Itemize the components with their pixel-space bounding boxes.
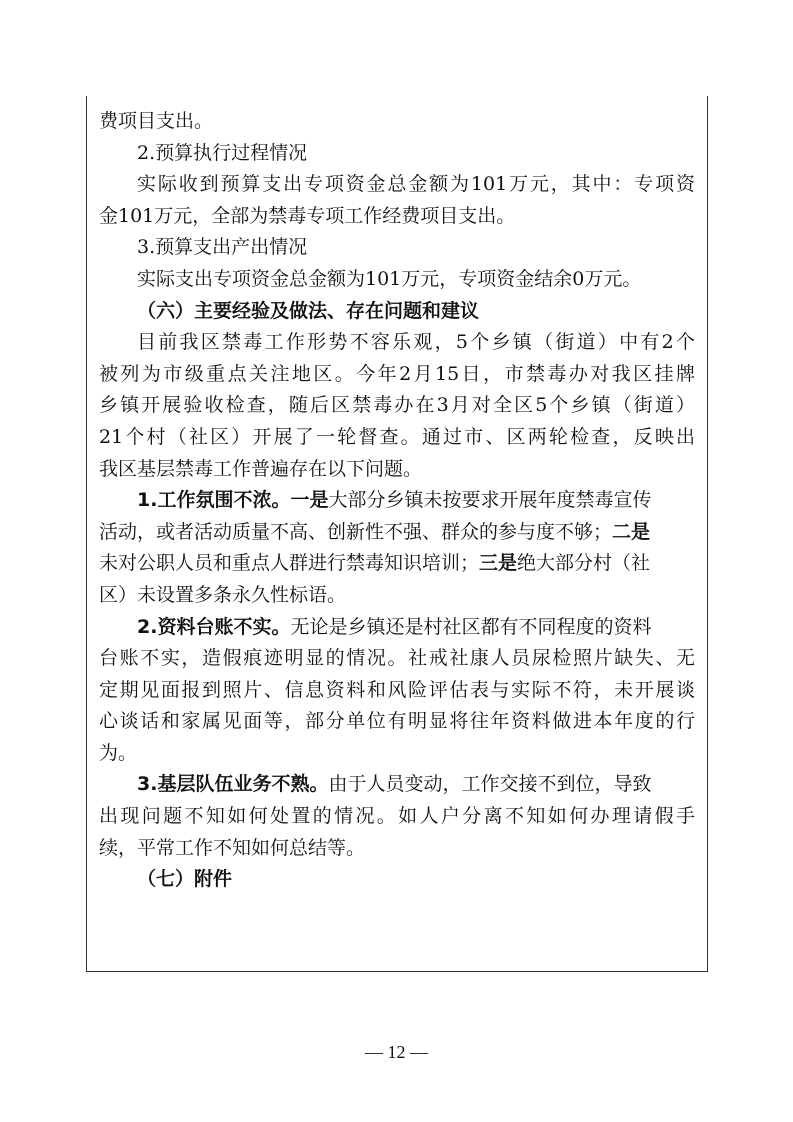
paragraph-3-line-1 <box>99 769 695 801</box>
section-heading: （七）附件 <box>137 868 233 891</box>
text-span: 无论是乡镇还是村社区都有不同程度的资料 <box>290 615 652 638</box>
paragraph-1-line-4: 区）未设置多条永久性标语。 <box>99 583 347 606</box>
emphasis: 二是 <box>612 520 651 543</box>
text-span: 由于人员变动，工作交接不到位，导致 <box>328 773 652 796</box>
text-line: 目前我区禁毒工作形势不容乐观，5个乡镇（街道）中有2个 <box>137 331 695 354</box>
section-heading: （六）主要经验及做法、存在问题和建议 <box>137 299 480 322</box>
emphasis: 一是 <box>290 489 329 512</box>
paragraph-2-line-4: 心谈话和家属见面等，部分单位有明显将往年资料做进本年度的行 <box>99 710 695 733</box>
paragraph-1-line-2 <box>99 517 695 549</box>
text-line: 乡镇开展验收检查，随后区禁毒办在3月对全区5个乡镇（街道） <box>99 394 695 417</box>
issue-heading: 1.工作氛围不浓。 <box>137 489 291 512</box>
paragraph-3-line-3: 续，平常工作不知如何总结等。 <box>99 836 366 859</box>
text-line: 实际收到预算支出专项资金总金额为101万元，其中：专项资 <box>137 173 695 196</box>
text-span: 活动，或者活动质量不高、创新性不强、群众的参与度不够； <box>99 520 613 543</box>
text-line: 费项目支出。 <box>99 110 214 132</box>
subheading: 3.预算支出产出情况 <box>137 236 308 259</box>
paragraph-2-line-1 <box>99 612 695 644</box>
page-number: — 12 — <box>365 1042 428 1062</box>
paragraph-1-line-1 <box>99 485 695 517</box>
emphasis: 三是 <box>479 552 518 575</box>
document-frame <box>86 96 708 972</box>
issue-heading: 3.基层队伍业务不熟。 <box>137 773 329 796</box>
text-line: 21个村（社区）开展了一轮督查。通过市、区两轮检查，反映出 <box>99 425 695 448</box>
text-line: 被列为市级重点关注地区。今年2月15日，市禁毒办对我区挂牌 <box>99 362 695 385</box>
text-line: 实际支出专项资金总金额为101万元，专项资金结余0万元。 <box>137 267 642 290</box>
subheading: 2.预算执行过程情况 <box>137 141 308 164</box>
text-span: 未对公职人员和重点人群进行禁毒知识培训； <box>99 552 480 575</box>
paragraph-2-line-3: 定期见面报到照片、信息资料和风险评估表与实际不符，未开展谈 <box>99 678 695 701</box>
text-span: 大部分乡镇未按要求开展年度禁毒宣传 <box>328 489 652 512</box>
paragraph-1-line-3 <box>99 548 695 580</box>
paragraph-2-line-5: 为。 <box>99 741 138 764</box>
text-span: 绝大部分村（社 <box>517 552 651 575</box>
issue-heading: 2.资料台账不实。 <box>137 615 291 638</box>
text-line: 我区基层禁毒工作普遍存在以下问题。 <box>99 457 423 480</box>
text-line: 金101万元，全部为禁毒专项工作经费项目支出。 <box>99 204 516 227</box>
paragraph-2-line-2: 台账不实，造假痕迹明显的情况。社戒社康人员尿检照片缺失、无 <box>99 647 695 670</box>
paragraph-3-line-2: 出现问题不知如何处置的情况。如人户分离不知如何办理请假手 <box>99 805 695 828</box>
